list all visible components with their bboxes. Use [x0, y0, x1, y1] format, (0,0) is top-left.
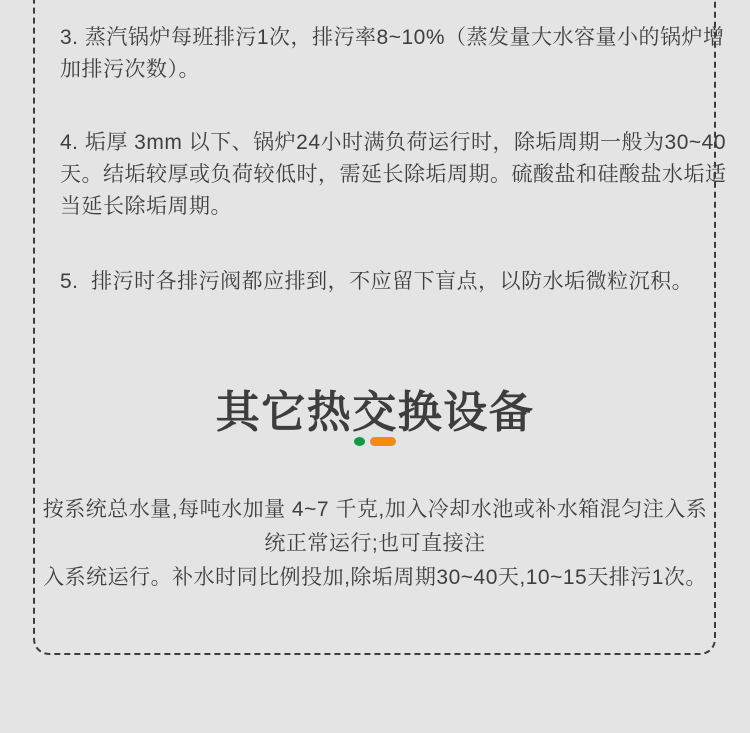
paragraph-line: 3. 蒸汽锅炉每班排污1次，排污率8~10%（蒸发量大水容量小的锅炉增 — [60, 26, 725, 49]
paragraph-line: 按系统总水量,每吨水加量 4~7 千克,加入冷却水池或补水箱混匀注入系 — [42, 498, 708, 521]
paragraph-line: 入系统运行。补水时同比例投加,除垢周期30~40天,10~15天排污1次。 — [43, 566, 707, 589]
paragraph-line: 4. 垢厚 3mm 以下、锅炉24小时满负荷运行时，除垢周期一般为30~40 — [60, 131, 727, 154]
paragraph-line: 天。结垢较厚或负荷较低时，需延长除垢周期。硫酸盐和硅酸盐水垢适 — [60, 163, 727, 186]
footer-paragraph — [34, 493, 716, 595]
heading-divider — [0, 437, 750, 446]
paragraph-line: 5. 排污时各排污阀都应排到，不应留下盲点，以防水垢微粒沉积。 — [60, 270, 694, 293]
paragraph-line: 当延长除垢周期。 — [60, 195, 232, 218]
list-item-5 — [60, 266, 700, 298]
paragraph-line: 加排污次数）。 — [60, 58, 200, 81]
list-item-4 — [60, 127, 727, 223]
divider-dash-icon — [370, 437, 396, 446]
section-heading: 其它热交换设备 — [215, 388, 535, 438]
paragraph-line: 统正常运行;也可直接注 — [264, 532, 486, 555]
list-item-3 — [60, 22, 725, 86]
divider-dot-icon — [354, 437, 365, 446]
